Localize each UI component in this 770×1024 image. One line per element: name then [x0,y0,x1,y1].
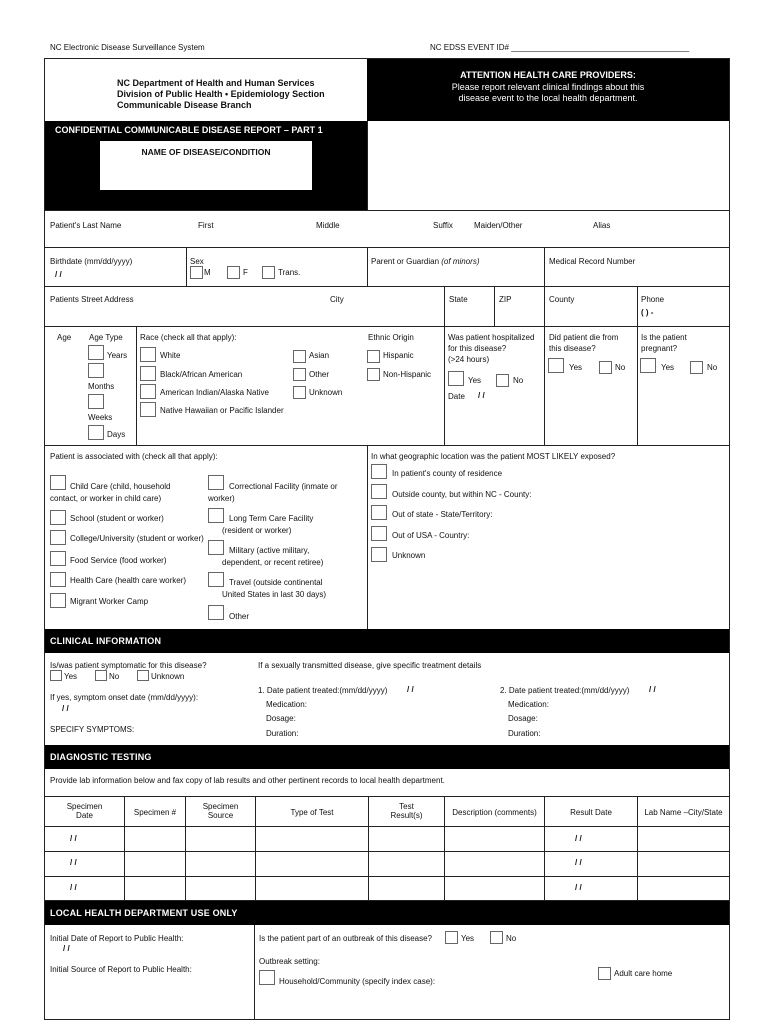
col-header-description: Description (comments) [452,808,537,817]
divider [254,925,255,1019]
geo-state-label: Out of state - State/Territory: [392,510,493,519]
travel-checkbox[interactable] [208,572,224,587]
years-checkbox[interactable] [88,345,104,360]
symptomatic-yes-label: Yes [64,672,78,681]
divider [367,248,368,286]
died-yes-checkbox[interactable] [548,358,564,373]
col-header-result-date: Result Date [570,808,612,817]
geo-usa-label: Out of USA - Country: [392,531,470,540]
travel-label-2: United States in last 30 days) [222,590,327,599]
race-unknown-label: Unknown [309,388,343,397]
ltc-checkbox[interactable] [208,508,224,523]
disease-label: NAME OF DISEASE/CONDITION [141,147,271,157]
col-header-specimen-num: Specimen # [133,808,177,817]
weeks-checkbox[interactable] [88,394,104,409]
pregnant-no-checkbox[interactable] [690,361,703,374]
divider [186,248,187,286]
specify-symptoms-label: SPECIFY SYMPTOMS: [50,725,135,734]
sex-trans-label: Trans. [278,268,301,277]
diagnostic-instructions: Provide lab information below and fax copy of lab results and other pertinent records to local health department. [50,776,445,785]
hosp-no-label: No [513,376,524,385]
outbreak-setting-label: Outbreak setting: [259,957,320,966]
attention-line-1: Please report relevant clinical findings about this [451,82,645,92]
race-black-checkbox[interactable] [140,366,156,381]
zip-label: ZIP [499,295,512,304]
ethnic-label: Ethnic Origin [368,333,414,342]
college-checkbox[interactable] [50,530,66,545]
pregnant-yes-label: Yes [661,363,675,372]
divider [637,287,638,326]
race-amerind-label: American Indian/Alaska Native [160,388,269,397]
sex-trans-checkbox[interactable] [262,266,275,279]
military-label-2: dependent, or recent retiree) [222,558,324,567]
child-care-label-1: Child Care (child, household [70,482,171,491]
geo-label: In what geographic location was the patient MOST LIKELY exposed? [371,452,616,461]
event-id-field[interactable]: NC EDSS EVENT ID# ________________________________________ [430,43,690,52]
first-name-label: First [198,221,214,230]
divider [45,326,729,327]
middle-name-label: Middle [316,221,340,230]
parent-label: Parent or Guardian (of minors) [371,257,480,266]
divider [45,247,729,248]
race-amerind-checkbox[interactable] [140,384,156,399]
geo-nc-label: Outside county, but within NC - County: [392,490,532,499]
weeks-label: Weeks [88,413,113,422]
attention-title: ATTENTION HEALTH CARE PROVIDERS: [460,70,636,80]
died-yes-label: Yes [569,363,583,372]
died-question-1: Did patient die from [549,333,619,342]
initial-date-label: Initial Date of Report to Public Health: [50,934,184,943]
attention-block [367,59,729,121]
days-checkbox[interactable] [88,425,104,440]
child-care-checkbox[interactable] [50,475,66,490]
geo-state-checkbox[interactable] [371,505,387,520]
sex-label: Sex [190,257,204,266]
alias-label: Alias [593,221,611,230]
hosp-question-3: (>24 hours) [448,355,490,364]
treated-1-date[interactable]: / / [407,685,414,694]
hispanic-label: Hispanic [383,351,414,360]
duration-1-label: Duration: [266,729,299,738]
sex-f-checkbox[interactable] [227,266,240,279]
sex-m-label: M [204,268,211,277]
mrn-label: Medical Record Number [549,257,636,266]
outbreak-question: Is the patient part of an outbreak of this disease? [259,934,432,943]
migrant-checkbox[interactable] [50,593,66,608]
school-checkbox[interactable] [50,510,66,525]
symptomatic-unknown-label: Unknown [151,672,185,681]
race-other-checkbox[interactable] [293,368,306,381]
pregnant-question-1: Is the patient [641,333,687,342]
divider [444,327,445,445]
row-2-specimen-date[interactable]: / / [70,858,77,867]
row-2-result-date[interactable]: / / [575,858,582,867]
street-label: Patients Street Address [50,295,134,304]
hispanic-checkbox[interactable] [367,350,380,363]
divider [544,248,545,286]
outbreak-no-checkbox[interactable] [490,931,503,944]
divider [494,287,495,326]
attention-line-2: disease event to the local health department. [458,93,638,103]
diagnostic-section-header: DIAGNOSTIC TESTING [45,745,729,769]
dosage-1-label: Dosage: [266,714,296,723]
adult-care-label: Adult care home [614,969,673,978]
months-checkbox[interactable] [88,363,104,378]
symptomatic-no-label: No [109,672,120,681]
correctional-label-1: Correctional Facility (inmate or [229,482,338,491]
sex-f-label: F [243,268,248,277]
row-3-specimen-date[interactable]: / / [70,883,77,892]
divider [544,327,545,445]
city-label: City [330,295,344,304]
race-asian-checkbox[interactable] [293,350,306,363]
divider [444,287,445,326]
months-label: Months [88,382,115,391]
std-question: If a sexually transmitted disease, give specific treatment details [258,661,482,670]
food-label: Food Service (food worker) [70,556,167,565]
dept-line-3: Communicable Disease Branch [117,100,252,110]
military-checkbox[interactable] [208,540,224,555]
treated-2-date[interactable]: / / [649,685,656,694]
divider [367,121,368,210]
nonhispanic-label: Non-Hispanic [383,370,432,379]
hosp-no-checkbox[interactable] [496,374,509,387]
ltc-label-2: (resident or worker) [222,526,292,535]
onset-label: If yes, symptom onset date (mm/dd/yyyy): [50,693,199,702]
sex-m-checkbox[interactable] [190,266,203,279]
pregnant-yes-checkbox[interactable] [640,358,656,373]
association-label: Patient is associated with (check all that apply): [50,452,218,461]
geo-county-checkbox[interactable] [371,464,387,479]
hosp-question-2: for this disease? [448,344,507,353]
county-label: County [549,295,575,304]
symptomatic-question: Is/was patient symptomatic for this disease? [50,661,207,670]
birthdate-slashes[interactable]: / / [55,270,62,279]
dept-line-1: NC Department of Health and Human Services [117,78,315,88]
state-label: State [449,295,468,304]
row-1-specimen-date[interactable]: / / [70,834,77,843]
race-label: Race (check all that apply): [140,333,237,342]
health-care-checkbox[interactable] [50,572,66,587]
col-header-specimen-date: Specimen Date [66,802,103,821]
report-title: CONFIDENTIAL COMMUNICABLE DISEASE REPORT – PART 1 [55,125,323,135]
row-divider [45,876,729,877]
race-other-label: Other [309,370,330,379]
divider [45,210,729,211]
geo-unknown-checkbox[interactable] [371,547,387,562]
age-label: Age [57,333,72,342]
treated-2-label: 2. Date patient treated:(mm/dd/yyyy) [500,686,630,695]
race-unknown-checkbox[interactable] [293,386,306,399]
medication-2-label: Medication: [508,700,549,709]
school-label: School (student or worker) [70,514,164,523]
outbreak-no-label: No [506,934,517,943]
adult-care-checkbox[interactable] [598,967,611,980]
military-label-1: Military (active military, [229,546,310,555]
ltc-label-1: Long Term Care Facility [229,514,314,523]
system-name: NC Electronic Disease Surveillance System [50,43,205,52]
birthdate-label: Birthdate (mm/dd/yyyy) [50,257,133,266]
medication-1-label: Medication: [266,700,307,709]
food-checkbox[interactable] [50,551,66,566]
row-1-result-date[interactable]: / / [575,834,582,843]
pregnant-no-label: No [707,363,718,372]
child-care-label-2: contact, or worker in child care) [50,494,162,503]
race-hawaiian-checkbox[interactable] [140,402,156,417]
hosp-question-1: Was patient hospitalized [448,333,535,342]
geo-unknown-label: Unknown [392,551,426,560]
divider [544,287,545,326]
years-label: Years [107,351,128,360]
geo-usa-checkbox[interactable] [371,526,387,541]
initial-date-field[interactable]: / / [63,944,70,953]
race-asian-label: Asian [309,351,330,360]
died-no-label: No [615,363,626,372]
duration-2-label: Duration: [508,729,541,738]
dept-line-2: Division of Public Health • Epidemiology Section [117,89,325,99]
report-title-block [45,121,367,210]
correctional-checkbox[interactable] [208,475,224,490]
divider [45,286,729,287]
initial-source-label: Initial Source of Report to Public Health: [50,965,192,974]
divider [637,327,638,445]
disease-name-field[interactable] [100,141,312,190]
col-header-specimen-source: Specimen Source [202,802,239,821]
race-white-checkbox[interactable] [140,347,156,362]
geo-nc-checkbox[interactable] [371,484,387,499]
symptomatic-yes-checkbox[interactable] [50,670,62,681]
col-header-result: Test Result(s) [390,802,423,821]
outbreak-yes-label: Yes [461,934,475,943]
hosp-yes-label: Yes [468,376,482,385]
hosp-yes-checkbox[interactable] [448,371,464,386]
suffix-label: Suffix [433,221,453,230]
race-hawaiian-label: Native Hawaiian or Pacific Islander [160,406,284,415]
row-divider [45,826,729,827]
lab-table [45,796,729,901]
symptomatic-unknown-checkbox[interactable] [137,670,149,681]
onset-date-field[interactable]: / / [62,704,69,713]
correctional-label-2: worker) [208,494,235,503]
divider [136,327,137,445]
race-white-label: White [160,351,181,360]
travel-label-1: Travel (outside continental [229,578,323,587]
days-label: Days [107,430,126,439]
outbreak-yes-checkbox[interactable] [445,931,458,944]
col-header-type: Type of Test [290,808,334,817]
local-section-header: LOCAL HEALTH DEPARTMENT USE ONLY [45,901,729,925]
nonhispanic-checkbox[interactable] [367,368,380,381]
hosp-date-label: Date [448,392,465,401]
last-name-label: Patient's Last Name [50,221,122,230]
other-assoc-checkbox[interactable] [208,605,224,620]
department-block [45,59,367,121]
pregnant-question-2: pregnant? [641,344,678,353]
hosp-date-field[interactable]: / / [478,391,485,400]
dosage-2-label: Dosage: [508,714,538,723]
race-black-label: Black/African American [160,370,243,379]
row-3-result-date[interactable]: / / [575,883,582,892]
geo-county-label: In patient's county of residence [392,469,503,478]
household-label: Household/Community (specify index case): [279,977,436,986]
clinical-section-header: CLINICAL INFORMATION [45,629,729,653]
health-care-label: Health Care (health care worker) [70,576,187,585]
treated-1-label: 1. Date patient treated:(mm/dd/yyyy) [258,686,388,695]
migrant-label: Migrant Worker Camp [70,597,149,606]
died-question-2: this disease? [549,344,596,353]
divider [367,446,368,629]
divider [45,445,729,446]
symptomatic-no-checkbox[interactable] [95,670,107,681]
phone-label: Phone [641,295,665,304]
college-label: College/University (student or worker) [70,534,204,543]
household-checkbox[interactable] [259,970,275,985]
maiden-label: Maiden/Other [474,221,523,230]
phone-format[interactable]: ( ) - [641,308,654,317]
other-assoc-label: Other [229,612,250,621]
row-divider [45,851,729,852]
col-header-lab: Lab Name –City/State [644,808,723,817]
died-no-checkbox[interactable] [599,361,612,374]
age-type-label: Age Type [89,333,123,342]
